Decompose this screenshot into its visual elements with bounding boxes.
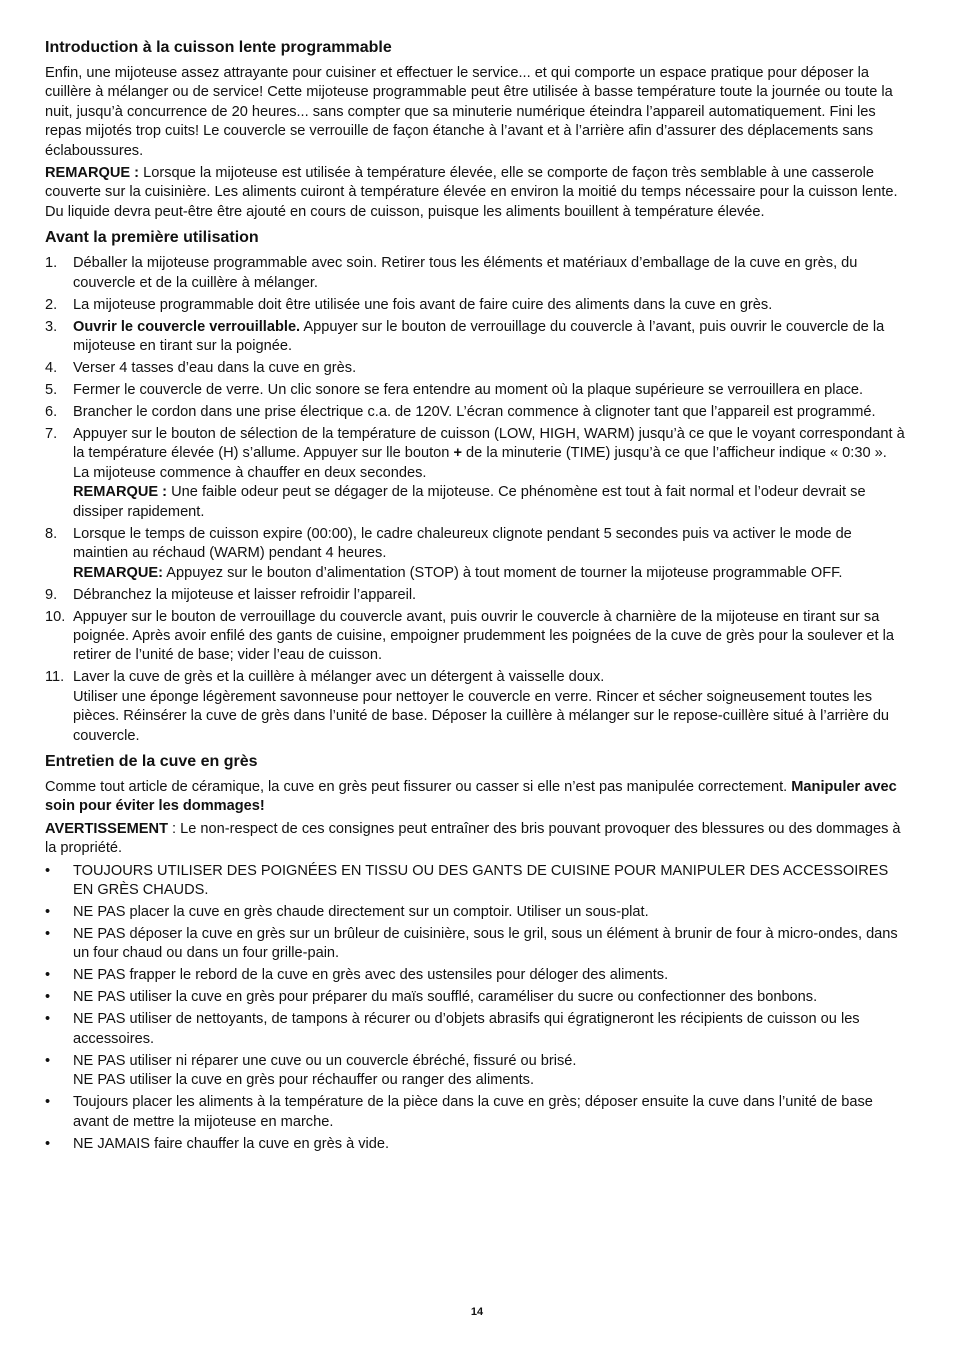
step-text: Lorsque le temps de cuisson expire (00:00), le cadre chaleureux clignote pendant 5 secondes puis va activer le mode de maintien au réchaud (WARM) pendant 4 heures. [73, 525, 852, 562]
step-text: La mijoteuse programmable doit être utilisée une fois avant de faire cuire des aliments dans la cuve en grès. [73, 296, 773, 313]
bullet-body [73, 1052, 905, 1091]
bullet-item [45, 988, 905, 1007]
step-text-continued: Utiliser une éponge légèrement savonneuse pour nettoyer le couvercle en verre. Rincer et sécher soigneusement toutes les pièces. Réinsérer la cuve de grès dans l’unité de base. Déposer la cuillère à mélanger sur le repose-cuillère situé à l’arrière du couvercle. [73, 688, 890, 744]
bullet-dot: • [45, 1011, 51, 1028]
step-text: Appuyer sur le bouton de sélection de la température de cuisson (LOW, HIGH, WARM) jusqu’à ce que le voyant correspondant à la température élevée (H) s’allume. Appuyer sur lle bouton [73, 426, 905, 462]
care-paragraph [45, 778, 905, 817]
step-body [73, 425, 905, 522]
bullet-item [45, 862, 905, 901]
page-number: 14 [470, 1306, 484, 1318]
step-main [73, 425, 905, 483]
bullet-dot: • [45, 1052, 51, 1069]
care-warning-label: AVERTISSEMENT [45, 820, 168, 837]
step-text: Brancher le cordon dans une prise électrique c.a. de 120V. L’écran commence à clignoter tant que l’appareil est programmé. [73, 404, 876, 421]
step-text: Débranchez la mijoteuse et laisser refroidir l’appareil. [73, 586, 417, 603]
step-2 [45, 296, 905, 315]
bullet-item [45, 1135, 905, 1154]
intro-paragraph: Enfin, une mijoteuse assez attrayante pour cuisiner et effectuer le service... et qui comporte un espace pratique pour déposer la cuillère à mélanger ou de service! Cette mijoteuse programmable peut être utilisée à basse température toute la journée ou toute la nuit, jusqu’à concurrence de 20 heures... sans compter que sa minuterie numérique éteindra l’appareil automatiquement. Fini les repas mijotés trop cuits! Le couvercle se verrouille de façon étanche à l’avant et à l’arrière afin d’assurer des déplacements sans éclaboussures. [45, 65, 893, 159]
step-number: 11. [45, 669, 65, 686]
plus-symbol: + [453, 445, 462, 462]
step-3 [45, 318, 905, 357]
step-4 [45, 359, 905, 378]
bullet-item [45, 903, 905, 922]
bullet-item [45, 925, 905, 964]
bullet-dot: • [45, 989, 51, 1006]
step-text: Laver la cuve de grès et la cuillère à mélanger avec un détergent à vaisselle doux. [73, 669, 605, 686]
step-7 [45, 425, 905, 522]
step-8 [45, 525, 905, 583]
bullet-text: NE PAS déposer la cuve en grès sur un brûleur de cuisinière, sous le gril, sous un élément à brunir de four à micro-ondes, dans un four chaud ou dans un four grille-pain. [73, 925, 898, 962]
bullet-dot: • [45, 967, 51, 984]
bullet-text: TOUJOURS UTILISER DES POIGNÉES EN TISSU OU DES GANTS DE CUISINE POUR MANIPULER DES ACCESSOIRES EN GRÈS CHAUDS. [73, 862, 889, 898]
bullet-dot: • [45, 862, 51, 879]
bullet-dot: • [45, 1135, 51, 1152]
bullet-dot: • [45, 925, 51, 942]
step-text: Déballer la mijoteuse programmable avec soin. Retirer tous les éléments et matériaux d’emballage de la cuve en grès, du couvercle et de la cuillère à mélanger. [73, 255, 858, 291]
step-note-label: REMARQUE : [73, 484, 168, 501]
intro-note-label: REMARQUE : [45, 165, 140, 182]
care-bullets [45, 862, 905, 1154]
bullet-text-continued: NE PAS utiliser la cuve en grès pour réchauffer ou ranger des aliments. [73, 1072, 535, 1089]
bullet-item [45, 1093, 905, 1132]
step-1 [45, 254, 905, 293]
step-number: 3. [45, 318, 58, 335]
care-warning [45, 820, 905, 859]
care-section [45, 752, 905, 1154]
step-bold-lead: Ouvrir le couvercle verrouillable. [73, 318, 301, 335]
bullet-item [45, 966, 905, 985]
care-paragraph-bold: Manipuler avec soin pour éviter les dommages! [45, 778, 897, 815]
bullet-text: NE PAS utiliser ni réparer une cuve ou un couvercle ébréché, fissuré ou brisé. [73, 1052, 577, 1069]
step-body [73, 525, 905, 583]
step-number: 5. [45, 382, 58, 399]
care-warning-text: : Le non-respect de ces consignes peut entraîner des bris pouvant provoquer des blessures ou des dommages à la propriété. [45, 820, 901, 857]
step-number: 9. [45, 586, 58, 603]
intro-heading: Introduction à la cuisson lente programmable [45, 39, 392, 56]
bullet-text: NE PAS placer la cuve en grès chaude directement sur un comptoir. Utiliser un sous-plat. [73, 903, 649, 920]
bullet-text: NE PAS frapper le rebord de la cuve en grès avec des ustensiles pour déloger des aliments. [73, 967, 669, 984]
first-use-heading: Avant la première utilisation [45, 229, 259, 247]
manual-page [45, 38, 905, 1159]
step-11 [45, 668, 905, 746]
step-text: Appuyer sur le bouton de verrouillage du couvercle avant, puis ouvrir le couvercle à charnière de la mijoteuse en tirant sur sa poignée. Après avoir enfilé des gants de cuisine, empoigner prudemment les poignées de la cuve de grès pour la soulever et la retirer de l’unité de base; vider l’eau de cuisson. [73, 608, 894, 664]
intro-section [45, 38, 905, 222]
step-number: 4. [45, 360, 58, 377]
bullet-text: NE PAS utiliser la cuve en grès pour préparer du maïs soufflé, caraméliser du sucre ou confectionner des bonbons. [73, 989, 818, 1006]
step-number: 1. [45, 255, 58, 272]
step-note-label: REMARQUE: [73, 564, 163, 581]
care-paragraph-text: Comme tout article de céramique, la cuve en grès peut fissurer ou casser si elle n’est pas manipulée correctement. [45, 778, 792, 795]
step-number: 7. [45, 426, 58, 443]
step-note-text: Une faible odeur peut se dégager de la mijoteuse. Ce phénomène est tout à fait normal et l’odeur devrait se dissiper rapidement. [73, 484, 866, 520]
step-number: 10. [45, 608, 66, 625]
bullet-text: Toujours placer les aliments à la température de la pièce dans la cuve en grès; déposer ensuite la cuve dans l’unité de base avant de mettre la mijoteuse en marche. [73, 1094, 873, 1130]
step-text: Appuyer sur le bouton de verrouillage du couvercle à l’avant, puis ouvrir le couvercle de la mijoteuse en tirant sur la poignée. [73, 318, 885, 355]
step-number: 6. [45, 404, 58, 421]
step-number: 8. [45, 525, 58, 542]
step-9 [45, 586, 905, 605]
bullet-item [45, 1010, 905, 1049]
bullet-text: NE JAMAIS faire chauffer la cuve en grès à vide. [73, 1135, 390, 1152]
bullet-item [45, 1052, 905, 1091]
step-body [73, 318, 905, 357]
step-10 [45, 608, 905, 666]
care-heading: Entretien de la cuve en grès [45, 752, 258, 770]
step-text: Verser 4 tasses d’eau dans la cuve en grès. [73, 360, 357, 377]
step-text: Fermer le couvercle de verre. Un clic sonore se fera entendre au moment où la plaque supérieure se verrouillera en place. [73, 382, 864, 399]
bullet-text: NE PAS utiliser de nettoyants, de tampons à récurer ou d’objets abrasifs qui égratigneront les récipients de cuisson ou les accessoires. [73, 1011, 860, 1047]
step-6 [45, 403, 905, 422]
bullet-dot: • [45, 1094, 51, 1111]
step-5 [45, 381, 905, 400]
intro-note-text: Lorsque la mijoteuse est utilisée à température élevée, elle se comporte de façon très semblable à une casserole couverte sur la cuisinière. Les aliments cuiront à température élevée en environ la moitié du temps nécessaire pour la cuisson lente. Du liquide devra peut-être être ajouté en cours de cuisson, puisque les aliments bouillent à température élevée. [45, 165, 898, 220]
bullet-dot: • [45, 903, 51, 920]
step-note [73, 564, 905, 583]
intro-note [45, 164, 905, 222]
step-note [73, 483, 905, 522]
first-use-section [45, 228, 905, 746]
step-text-continued: de la minuterie (TIME) jusqu’à ce que l’afficheur indique « 0:30 ». La mijoteuse commence à chauffer en deux secondes. [73, 445, 887, 481]
step-note-text: Appuyez sur le bouton d’alimentation (STOP) à tout moment de tourner la mijoteuse programmable OFF. [163, 564, 843, 581]
first-use-steps [45, 254, 905, 746]
step-body [73, 668, 905, 746]
step-number: 2. [45, 296, 58, 313]
